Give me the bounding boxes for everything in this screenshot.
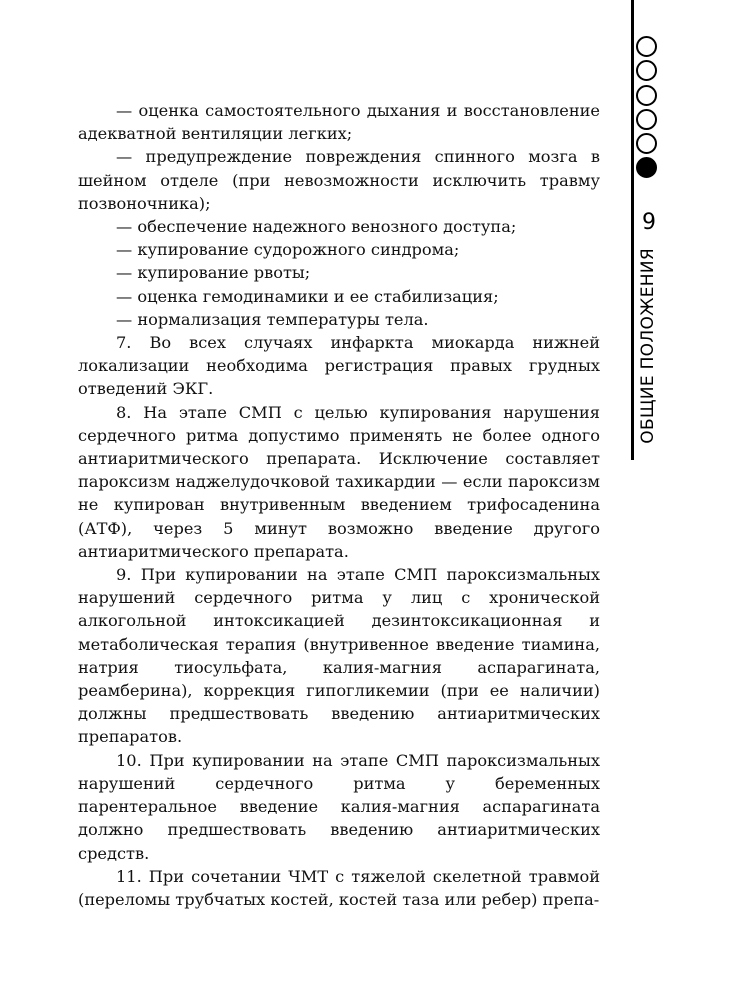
section-progress-indicator <box>636 36 662 182</box>
body-text <box>78 99 600 911</box>
margin-divider-line <box>631 0 634 460</box>
list-item: — оценка самостоятельного дыхания и восстановление адекватной вентиляции легких; <box>78 101 600 144</box>
list-item: — купирование судорожного синдрома; <box>116 240 460 260</box>
progress-circle-empty-icon <box>636 85 657 106</box>
list-item: — нормализация температуры тела. <box>116 309 429 329</box>
list-item: — обеспечение надежного венозного доступа; <box>116 217 517 237</box>
list-item: — предупреждение повреждения спинного мозга в шейном отделе (при невозможности исключить травму позвоночника); <box>78 147 600 213</box>
progress-circle-empty-icon <box>636 60 657 81</box>
list-item: — купирование рвоты; <box>116 263 311 283</box>
progress-circle-empty-icon <box>636 133 657 154</box>
progress-circle-empty-icon <box>636 36 657 57</box>
paragraph-10: 10. При купировании на этапе СМП пароксизмальных нарушений сердечного ритма у беременных парентеральное введение калия-магния аспарагината должно предшествовать введению антиаритмических средств. <box>78 750 600 863</box>
page-number: 9 <box>642 210 656 235</box>
paragraph-7: 7. Во всех случаях инфаркта миокарда нижней локализации необходима регистрация правых грудных отведений ЭКГ. <box>78 333 600 399</box>
section-title-text: ОБЩИЕ ПОЛОЖЕНИЯ <box>638 248 658 444</box>
paragraph-8: 8. На этапе СМП с целью купирования нарушения сердечного ритма допустимо применять не более одного антиаритмического препарата. Исключение составляет пароксизм наджелудочковой тахикардии — если пароксизм не купирован внутривенным введением трифосаденина (АТФ), через 5 минут возможно введение другого антиаритмического препарата. <box>78 402 600 561</box>
progress-circle-empty-icon <box>636 109 657 130</box>
progress-circle-filled-icon <box>636 157 657 178</box>
paragraph-9: 9. При купировании на этапе СМП пароксизмальных нарушений сердечного ритма у лиц с хронической алкогольной интоксикацией дезинтоксикационная и метаболическая терапия (внутривенное введение тиамина, натрия тиосульфата, калия-магния аспарагината, реамберина), коррекция гипогликемии (при ее наличии) должны предшествовать введению антиаритмических препаратов. <box>78 565 600 747</box>
paragraph-11: 11. При сочетании ЧМТ с тяжелой скелетной травмой (переломы трубчатых костей, костей таза или ребер) препа- <box>78 866 600 909</box>
list-item: — оценка гемодинамики и ее стабилизация; <box>116 286 499 306</box>
